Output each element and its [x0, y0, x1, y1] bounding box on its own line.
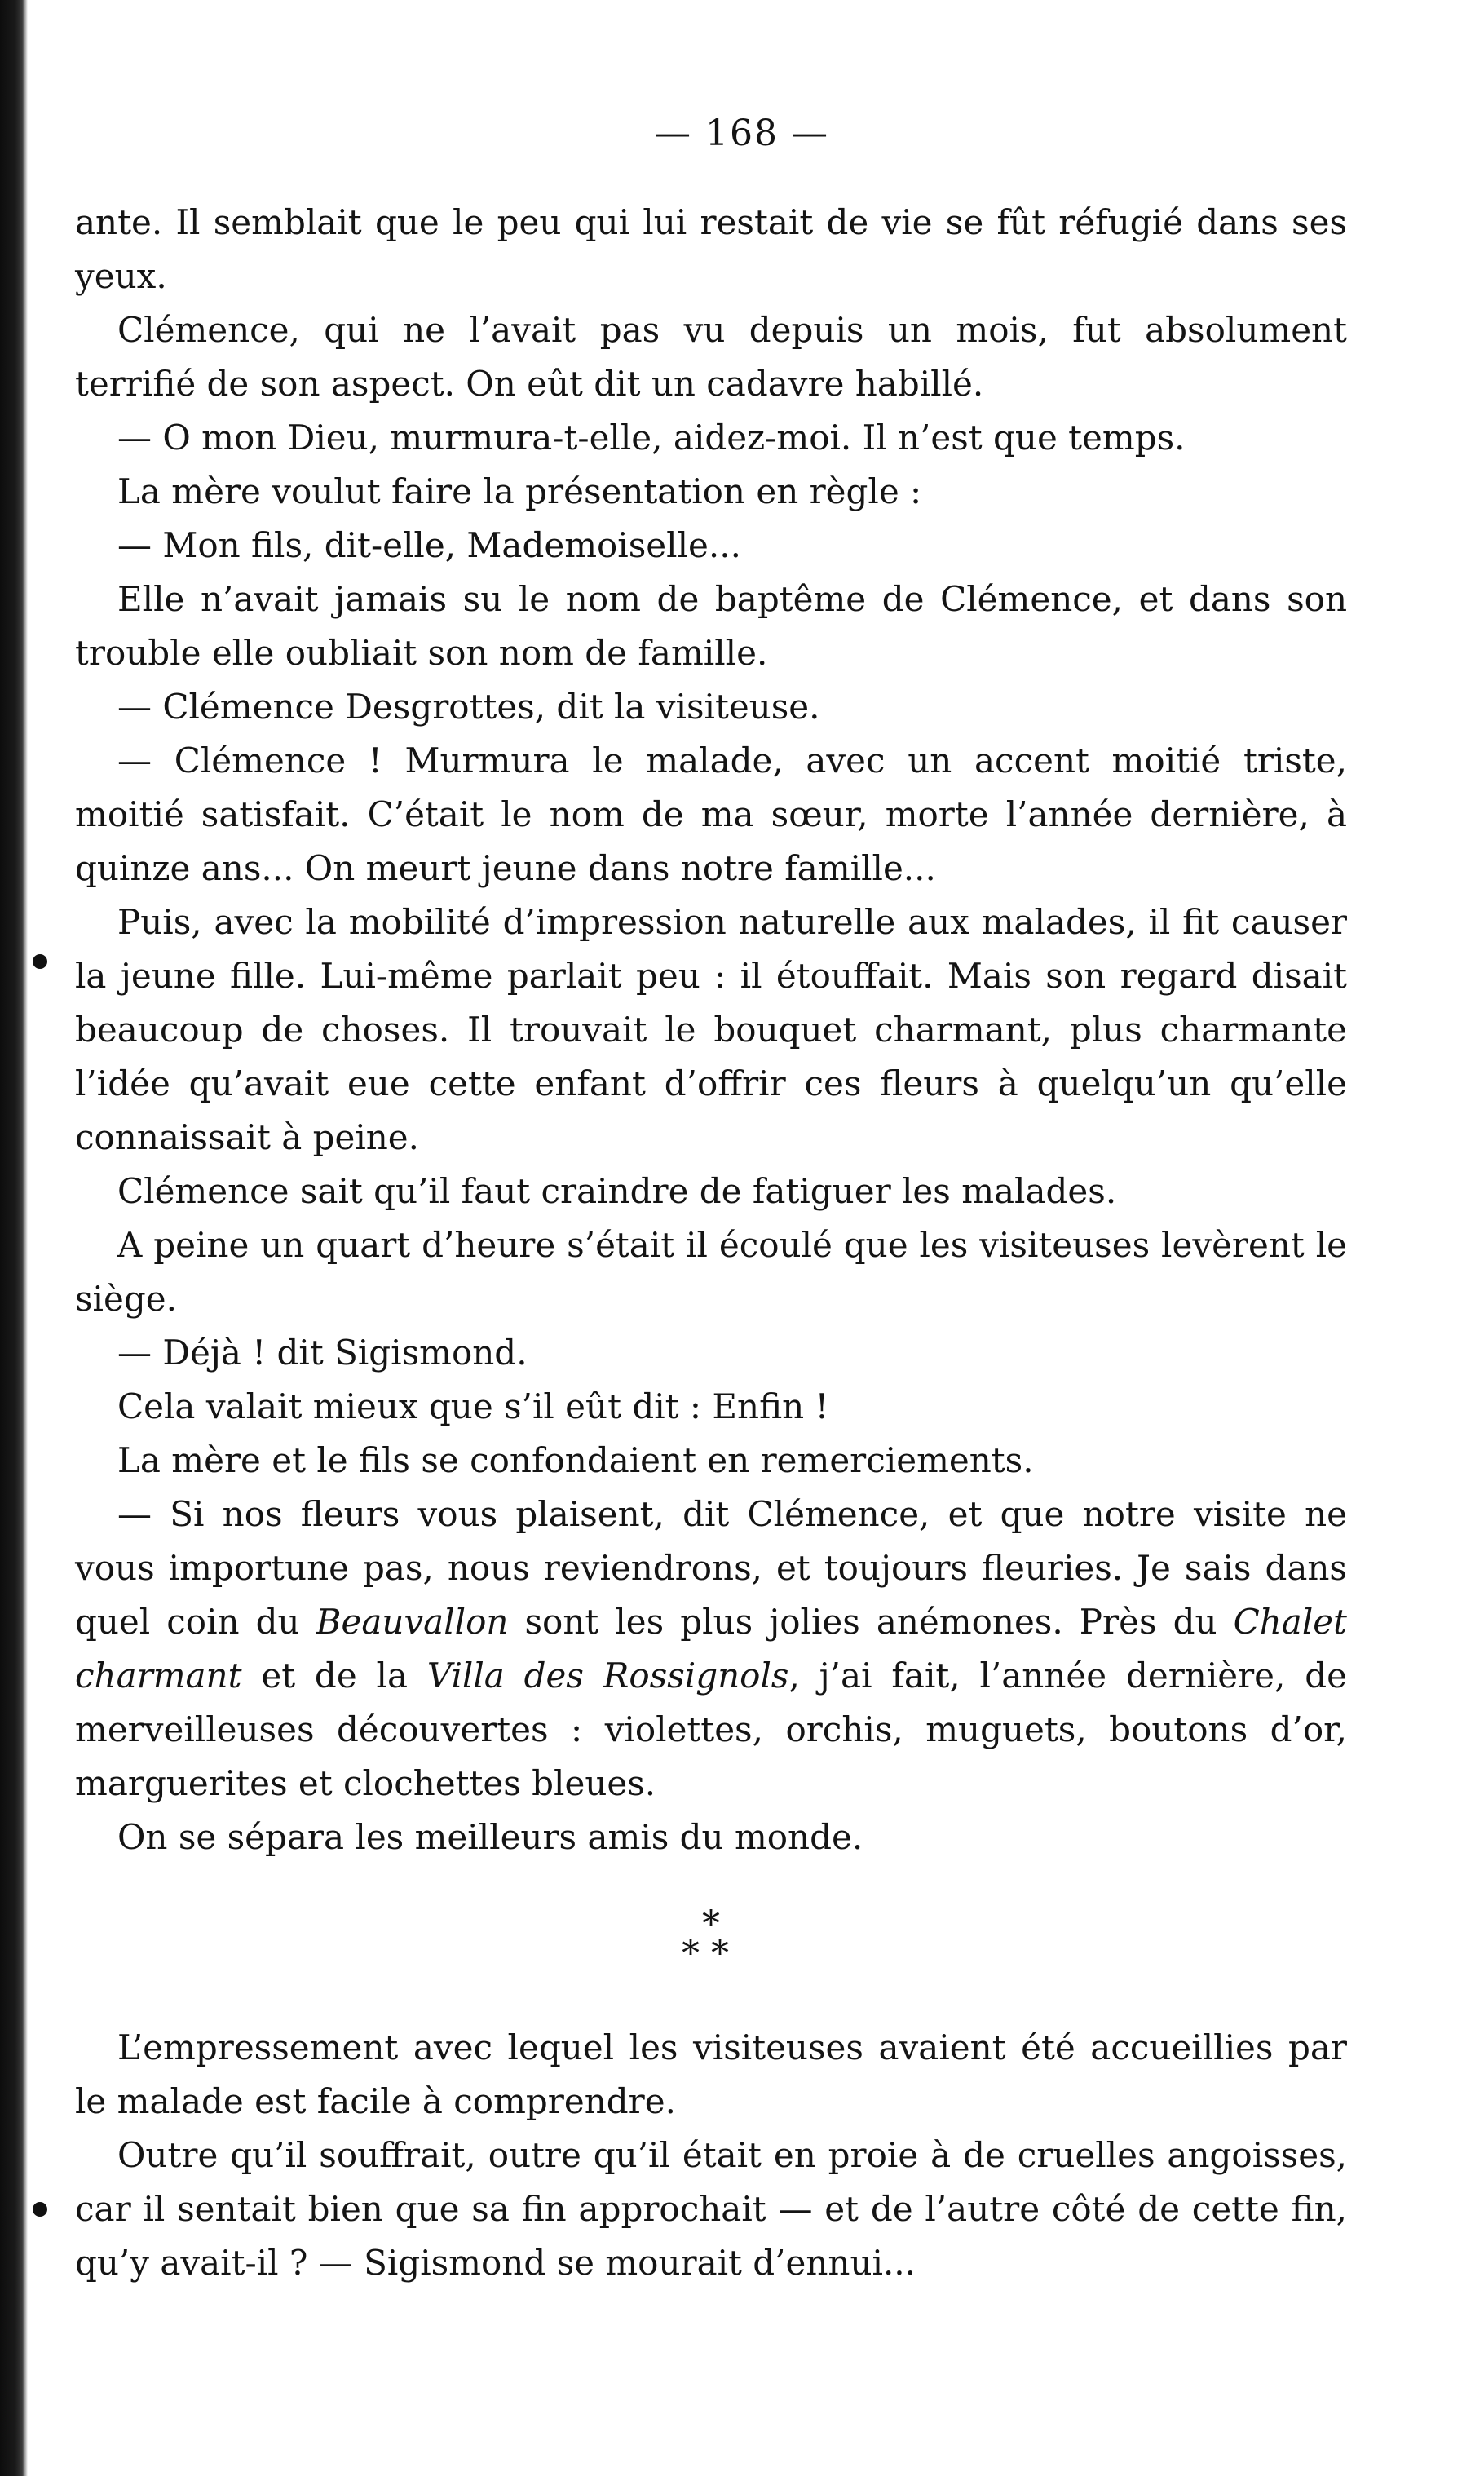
paragraph-text: Puis, avec la mobilité d’impression naturelle aux malades, il fit causer la jeune fille. Lui-même parlait peu : il étouffait. Mais son regard disait beaucoup de choses. Il trouvait le bouquet charmant, plus charmante l’idée qu’avait eue cette enfant d’offrir ces fleurs à quelqu’un qu’elle connaissait à peine.: [75, 902, 1347, 1157]
paragraph: [75, 734, 1347, 895]
paragraph-text: — O mon Dieu, murmura-t-elle, aidez-moi. Il n’est que temps.: [117, 418, 1186, 458]
paragraph-text: ante. Il semblait que le peu qui lui restait de vie se fût réfugié dans ses yeux.: [75, 202, 1347, 296]
paragraph-text: Outre qu’il souffrait, outre qu’il était en proie à de cruelles angoisses, car il sentait bien que sa fin approchait — et de l’autre côté de cette fin, qu’y avait-il ? — Sigismond se mourait d’ennui...: [75, 2135, 1347, 2283]
paragraph: [75, 1326, 1347, 1380]
paragraph-text: Clémence, qui ne l’avait pas vu depuis un mois, fut absolument terrifié de son aspect. On eût dit un cadavre habillé.: [75, 310, 1347, 404]
separator-star-top: *: [702, 1903, 720, 1945]
paragraph-text: — Clémence ! Murmura le malade, avec un accent moitié triste, moitié satisfait. C’était le nom de ma sœur, morte l’année dernière, à quinze ans... On meurt jeune dans notre famille...: [75, 741, 1347, 888]
paragraph-text: La mère voulut faire la présentation en règle :: [117, 471, 922, 511]
body-text: [75, 196, 1347, 2290]
paragraph-text: — Clémence Desgrottes, dit la visiteuse.: [117, 687, 820, 727]
italic-place-name: Chalet charmant: [75, 1602, 1347, 1696]
italic-place-name: Villa des Rossignols: [426, 1656, 789, 1696]
paragraph-text: — Mon fils, dit-elle, Mademoiselle...: [117, 525, 741, 565]
paragraph: [75, 1380, 1347, 1434]
binding-speck: [33, 2202, 47, 2217]
paragraph-text: La mère et le fils se confondaient en remerciements.: [117, 1440, 1034, 1480]
separator-star-bottom: **: [682, 1933, 740, 1974]
paragraph: [75, 2021, 1347, 2129]
paragraph: [75, 196, 1347, 303]
paragraph-text: — Déjà ! dit Sigismond.: [117, 1333, 528, 1373]
paragraph: [75, 519, 1347, 573]
paragraph: [75, 2129, 1347, 2290]
paragraph: [75, 1488, 1347, 1811]
paragraph-text: On se sépara les meilleurs amis du monde.: [117, 1817, 863, 1857]
page-number: — 168 —: [655, 113, 829, 154]
paragraph-text: L’empressement avec lequel les visiteuses avaient été accueillies par le malade est facile à comprendre.: [75, 2027, 1347, 2121]
paragraph: [75, 680, 1347, 734]
paragraph: [75, 411, 1347, 465]
paragraph: [75, 1811, 1347, 1864]
paragraph: [75, 573, 1347, 680]
binding-speck: [33, 954, 47, 969]
paragraph-text: Elle n’avait jamais su le nom de baptême de Clémence, et dans son trouble elle oubliait son nom de famille.: [75, 579, 1347, 673]
paragraph-text: et de la: [241, 1656, 427, 1696]
paragraph-text: Cela valait mieux que s’il eût dit : Enfin !: [117, 1386, 829, 1426]
paragraph: [75, 1165, 1347, 1218]
paragraph: [75, 303, 1347, 411]
paragraph: [75, 465, 1347, 519]
section-separator: [75, 1903, 1347, 1974]
paragraph-text: Clémence sait qu’il faut craindre de fatiguer les malades.: [117, 1171, 1117, 1211]
italic-place-name: Beauvallon: [316, 1602, 509, 1642]
binding-edge: [0, 0, 28, 2476]
paragraph: [75, 1434, 1347, 1488]
paragraph-text: sont les plus jolies anémones. Près du: [508, 1602, 1234, 1642]
paragraph-text: , j’ai fait, l’année dernière, de merveilleuses découvertes : violettes, orchis, muguets, boutons d’or, marguerites et clochettes bleues.: [75, 1656, 1347, 1803]
paragraph-text: A peine un quart d’heure s’était il écoulé que les visiteuses levèrent le siège.: [75, 1225, 1347, 1319]
paragraph: [75, 895, 1347, 1165]
paragraph-text: — Si nos fleurs vous plaisent, dit Clémence, et que notre visite ne vous importune pas, nous reviendrons, et toujours fleuries. Je sais dans quel coin du: [75, 1494, 1347, 1642]
paragraph: [75, 1218, 1347, 1326]
